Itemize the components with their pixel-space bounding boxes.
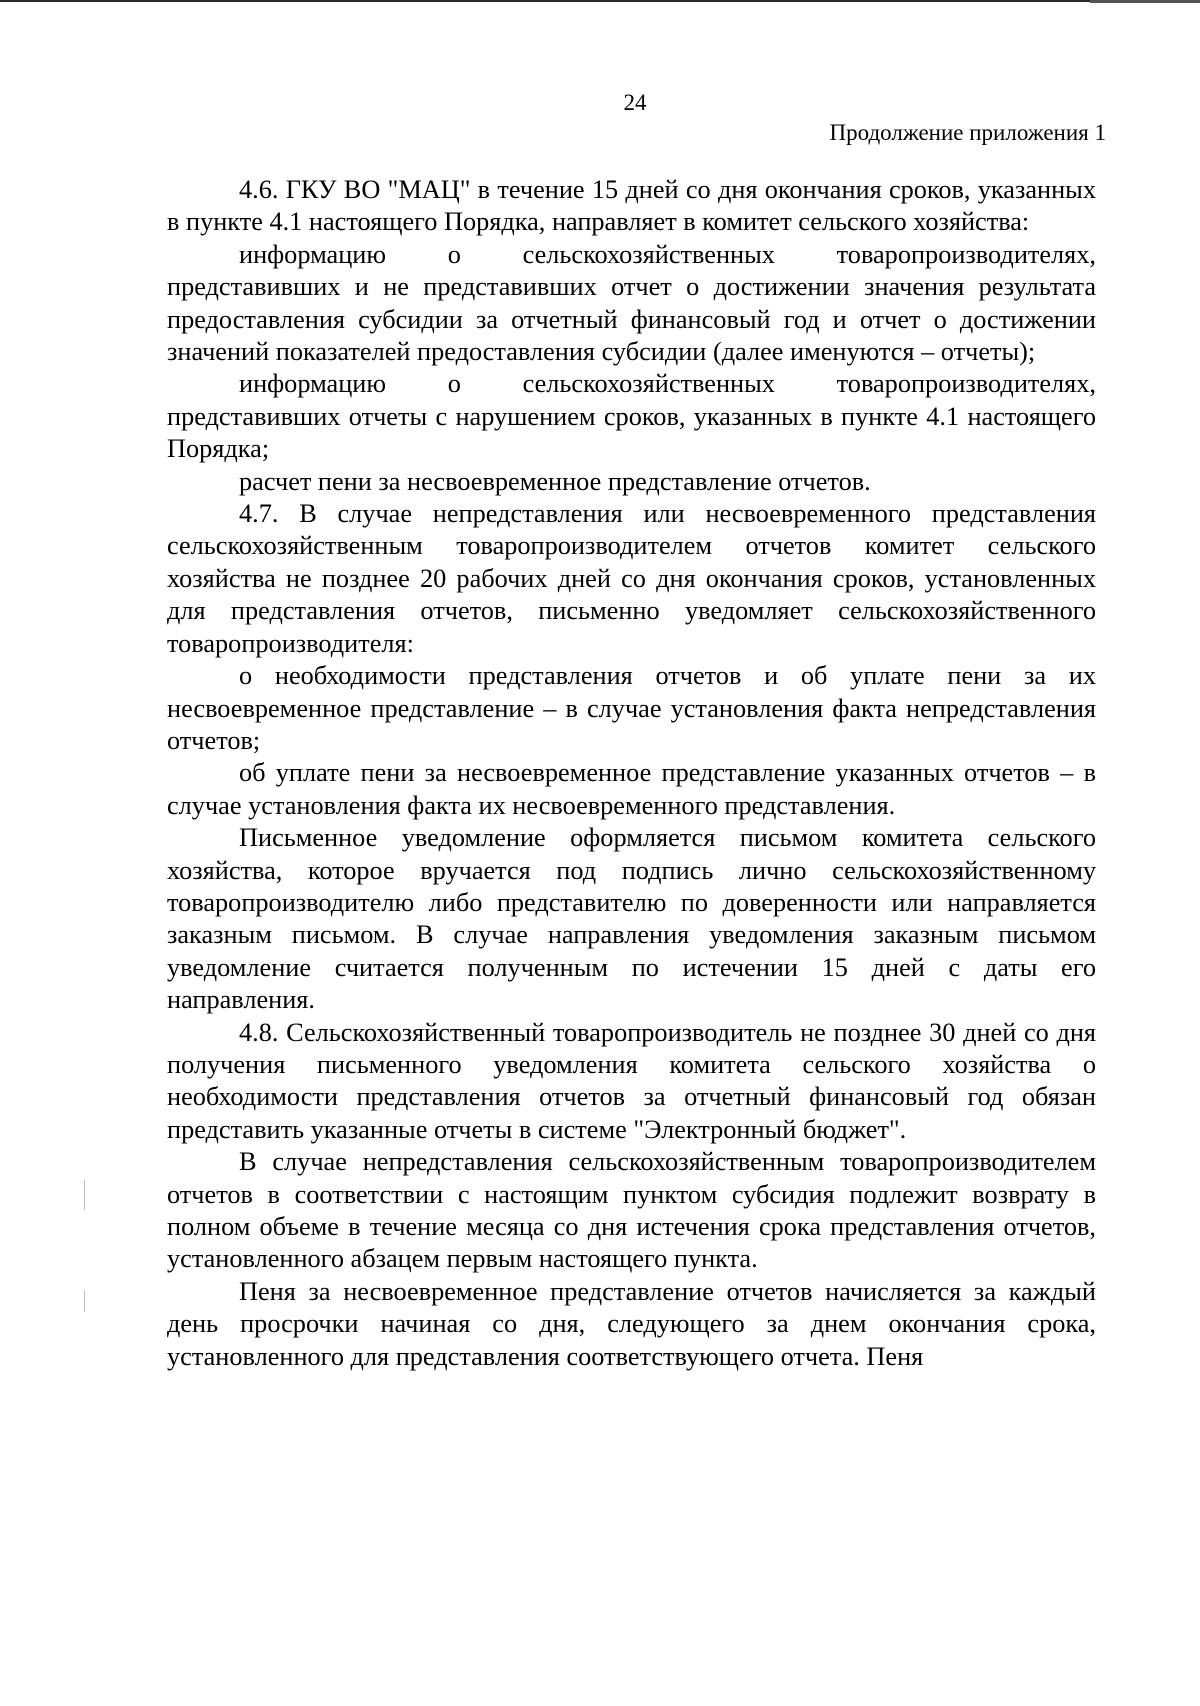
paragraph-info-reports: информацию о сельскохозяйственных товаропроизводителях, представивших и не представивших отчет о достижении значения результата предоставления субсидии за отчетный финансовый год и отчет о достижении значений показателей предоставления субсидии (далее именуются – отчеты);: [167, 239, 1096, 367]
scan-margin-mark: [84, 1290, 85, 1312]
paragraph-4-8: 4.8. Сельскохозяйственный товаропроизводитель не позднее 30 дней со дня получения письменного уведомления комитета сельского хозяйства о необходимости представления отчетов за отчетный финансовый год обязан представить указанные отчеты в системе "Электронный бюджет".: [167, 1017, 1096, 1144]
paragraph-4-7: 4.7. В случае непредставления или несвоевременного представления сельскохозяйственным товаропроизводителем отчетов комитет сельского хозяйства не позднее 20 рабочих дней со дня окончания сроков, установленных для представления отчетов, письменно уведомляет сельскохозяйственного товаропроизводителя:: [167, 499, 1096, 658]
paragraph-notice-late-reports: об уплате пени за несвоевременное представление указанных отчетов – в случае установления факта их несвоевременного представления.: [167, 758, 1096, 820]
paragraph-4-6: 4.6. ГКУ ВО "МАЦ" в течение 15 дней со дня окончания сроков, указанных в пункте 4.1 настоящего Порядка, направляет в комитет сельского хозяйства:: [167, 175, 1096, 237]
paragraph-penalty-accrual: Пеня за несвоевременное представление отчетов начисляется за каждый день просрочки начиная со дня, следующего за днем окончания срока, установленного для представления соответствующего отчета. Пеня: [167, 1276, 1096, 1371]
scan-edge-top-right: [1090, 0, 1200, 3]
paragraph-notice-missing-reports: о необходимости представления отчетов и об уплате пени за их несвоевременное представление – в случае установления факта непредставления отчетов;: [167, 661, 1096, 755]
document-body: [167, 174, 1096, 1373]
paragraph-penalty-calculation: расчет пени за несвоевременное представление отчетов.: [239, 466, 871, 496]
page-number: 24: [623, 90, 647, 115]
paragraph-info-late-reports: информацию о сельскохозяйственных товаропроизводителях, представивших отчеты с нарушением сроков, указанных в пункте 4.1 настоящего Порядка;: [167, 369, 1096, 464]
scan-margin-mark: [84, 1180, 85, 1210]
scan-edge-top: [0, 0, 1200, 2]
appendix-continuation-label: Продолжение приложения 1: [829, 120, 1106, 145]
paragraph-subsidy-refund: В случае непредставления сельскохозяйственным товаропроизводителем отчетов в соответствии с настоящим пунктом субсидия подлежит возврату в полном объеме в течение месяца со дня истечения срока представления отчетов, установленного абзацем первым настоящего пункта.: [167, 1147, 1096, 1274]
paragraph-written-notice: Письменное уведомление оформляется письмом комитета сельского хозяйства, которое вручается под подпись лично сельскохозяйственному товаропроизводителю либо представителю по доверенности или направляется заказным письмом. В случае направления уведомления заказным письмом уведомление считается полученным по истечении 15 дней с даты его направления.: [167, 823, 1096, 1015]
